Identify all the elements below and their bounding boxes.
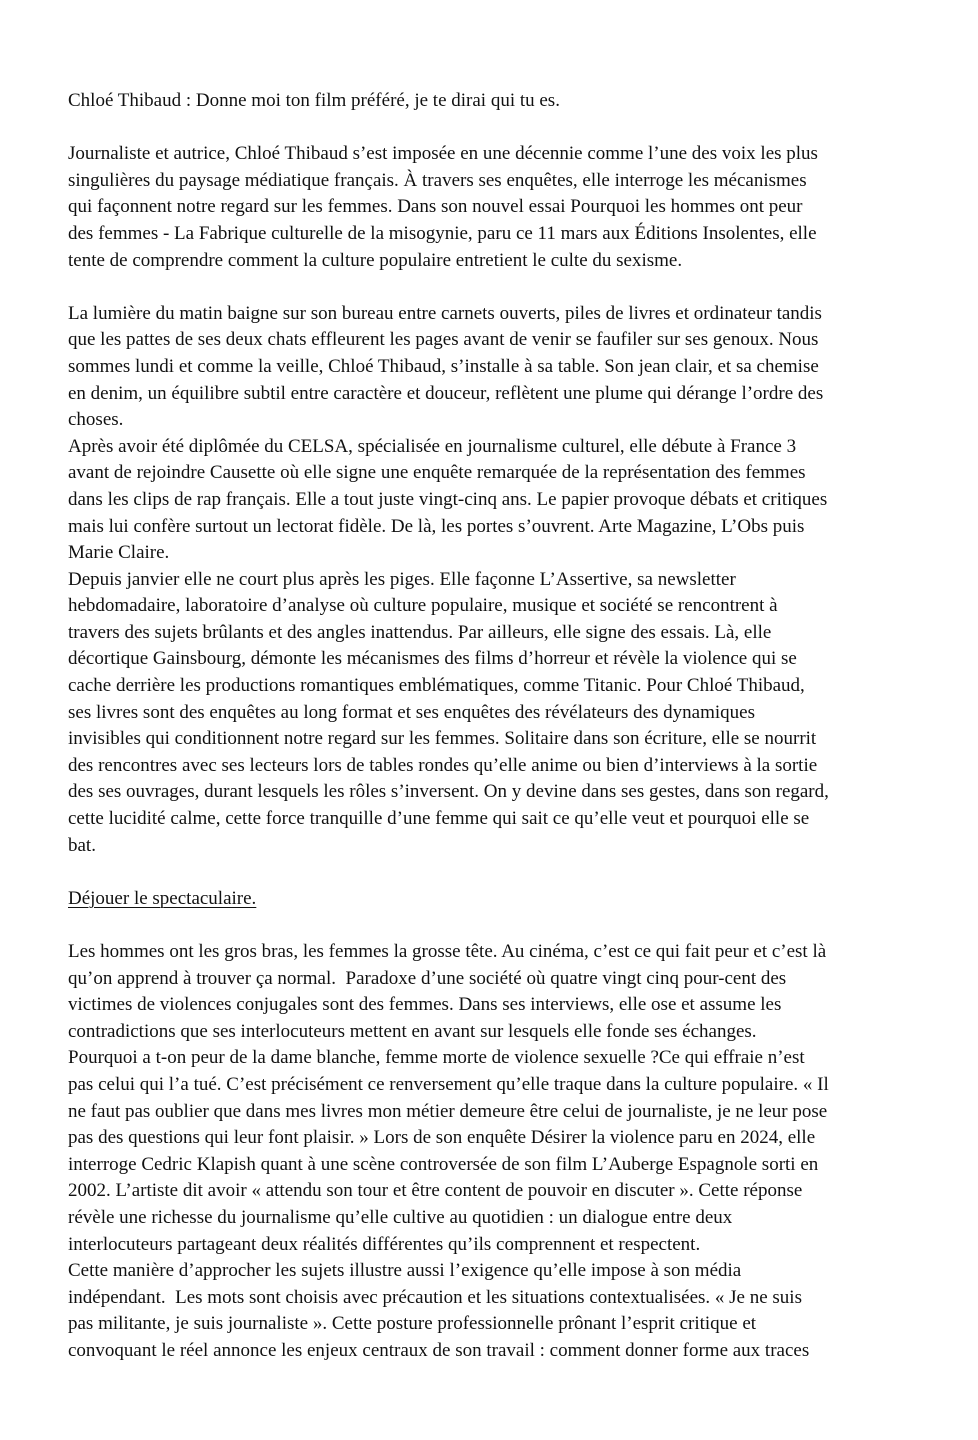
document-page <box>68 88 926 1365</box>
section-heading: Déjouer le spectaculaire. <box>68 887 257 909</box>
paragraph-gap <box>68 912 926 939</box>
body-paragraph-1: La lumière du matin baigne sur son bureau entre carnets ouverts, piles de livres et ordinateur tandis que les pattes de ses deux chats effleurent les pages avant de venir se faufiler sur ses genoux. Nous sommes lundi et comme la veille, Chloé Thibaud, s’installe à sa table. Son jean clair, et sa chemise en denim, un équilibre subtil entre caractère et douceur, reflètent une plume qui dérange l’ordre des choses. <box>68 302 824 431</box>
paragraph-gap <box>68 274 926 301</box>
body-paragraph-2: Après avoir été diplômée du CELSA, spécialisée en journalisme culturel, elle débute à France 3 avant de rejoindre Causette où elle signe une enquête remarquée de la représentation des femmes dans les clips de rap français. Elle a tout juste vingt-cinq ans. Le papier provoque débats et critiques mais lui confère surtout un lectorat fidèle. De là, les portes s’ouvrent. Arte Magazine, L’Obs puis Marie Claire. <box>68 435 828 564</box>
intro-paragraph: Journaliste et autrice, Chloé Thibaud s’est imposée en une décennie comme l’une des voix les plus singulières du paysage médiatique français. À travers ses enquêtes, elle interroge les mécanismes qui façonnent notre regard sur les femmes. Dans son nouvel essai Pourquoi les hommes ont peur des femmes - La Fabrique culturelle de la misogynie, paru ce 11 mars aux Éditions Insolentes, elle tente de comprendre comment la culture populaire entretient le culte du sexisme. <box>68 143 818 271</box>
paragraph-gap <box>68 115 926 142</box>
document-title-line: Chloé Thibaud : Donne moi ton film préféré, je te dirai qui tu es. <box>68 90 560 111</box>
body-paragraph-5: Cette manière d’approcher les sujets illustre aussi l’exigence qu’elle impose à son média indépendant. Les mots sont choisis avec précaution et les situations contextualisées. « Je ne suis pas militante, je suis journaliste ». Cette posture professionnelle prônant l’esprit critique et convoquant le réel annonce les enjeux centraux de son travail : comment donner forme aux traces <box>68 1260 810 1361</box>
paragraph-gap <box>68 859 926 886</box>
body-paragraph-4: Les hommes ont les gros bras, les femmes la grosse tête. Au cinéma, c’est ce qui fait peur et c’est là qu’on apprend à trouver ça normal. Paradoxe d’une société où quatre vingt cinq pour-cent des victimes de violences conjugales sont des femmes. Dans ses interviews, elle ose et assume les contradictions que ses interlocuteurs mettent en avant sur lesquels elle fonde ses échanges. Pourquoi a t-on peur de la dame blanche, femme morte de violence sexuelle ?Ce qui effraie n’est pas celui qui l’a tué. C’est précisément ce renversement qu’elle traque dans la culture populaire. « Il ne faut pas oublier que dans mes livres mon métier demeure être celui de journaliste, je ne leur pose pas des questions qui leur font plaisir. » Lors de son enquête Désirer la violence paru en 2024, elle interroge Cedric Klapish quant à une scène controversée de son film L’Auberge Espagnole sorti en 2002. L’artiste dit avoir « attendu son tour et être content de pouvoir en discuter ». Cette réponse révèle une richesse du journalisme qu’elle cultive au quotidien : un dialogue entre deux interlocuteurs partageant deux réalités différentes qu’ils comprennent et respectent. <box>68 941 829 1255</box>
body-paragraph-3: Depuis janvier elle ne court plus après les piges. Elle façonne L’Assertive, sa newsletter hebdomadaire, laboratoire d’analyse où culture populaire, musique et société se rencontrent à travers des sujets brûlants et des angles inattendus. Par ailleurs, elle signe des essais. Là, elle décortique Gainsbourg, démonte les mécanismes des films d’horreur et révèle la violence qui se cache derrière les productions romantiques emblématiques, comme Titanic. Pour Chloé Thibaud, ses livres sont des enquêtes au long format et ses enquêtes des révélateurs des dynamiques invisibles qui conditionnent notre regard sur les femmes. Solitaire dans son écriture, elle se nourrit des rencontres avec ses lecteurs lors de tables rondes qu’elle anime ou bien d’interviews à la sortie des ses ouvrages, durant lesquels les rôles s’inversent. On y devine dans ses gestes, dans son regard, cette lucidité calme, cette force tranquille d’une femme qui sait ce qu’elle veut et pourquoi elle se bat. <box>68 568 829 856</box>
